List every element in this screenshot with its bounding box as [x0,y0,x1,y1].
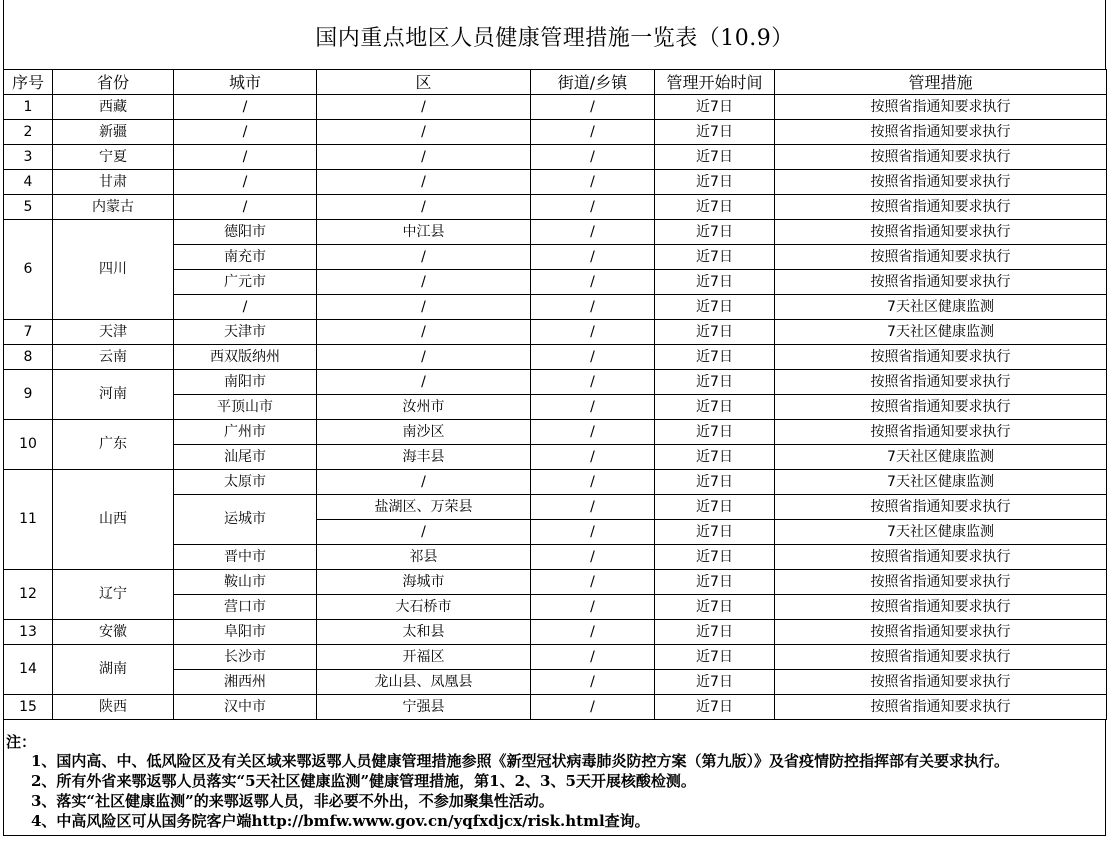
start-time-cell: 近7日 [655,420,775,445]
district-cell: 中江县 [317,220,531,245]
header-province: 省份 [53,70,174,95]
start-time-cell: 近7日 [655,245,775,270]
measure-cell: 按照省指通知要求执行 [775,545,1107,570]
street-cell: / [531,495,655,520]
start-time-cell: 近7日 [655,295,775,320]
measure-cell: 按照省指通知要求执行 [775,570,1107,595]
street-cell: / [531,595,655,620]
city-cell: 晋中市 [174,545,317,570]
district-cell: / [317,195,531,220]
district-cell: / [317,270,531,295]
city-cell: 太原市 [174,470,317,495]
city-cell: 汕尾市 [174,445,317,470]
table-row [4,695,1107,720]
start-time-cell: 近7日 [655,545,775,570]
district-cell: 南沙区 [317,420,531,445]
row-number-cell: 5 [4,195,53,220]
note-item: 4、中高风险区可从国务院客户端http://bmfw.www.gov.cn/yqfxdjcx/risk.html查询。 [31,812,650,830]
street-cell: / [531,295,655,320]
street-cell: / [531,695,655,720]
measure-cell: 按照省指通知要求执行 [775,220,1107,245]
table-row [4,145,1107,170]
measure-cell: 按照省指通知要求执行 [775,270,1107,295]
measure-cell: 按照省指通知要求执行 [775,345,1107,370]
province-cell: 安徽 [53,620,174,645]
row-number-cell: 3 [4,145,53,170]
province-cell: 广东 [53,420,174,470]
district-cell: / [317,170,531,195]
measure-cell: 7天社区健康监测 [775,520,1107,545]
street-cell: / [531,345,655,370]
header-start-time: 管理开始时间 [655,70,775,95]
district-cell: 大石桥市 [317,595,531,620]
district-cell: / [317,370,531,395]
measure-cell: 按照省指通知要求执行 [775,645,1107,670]
city-cell: 运城市 [174,495,317,545]
measure-cell: 按照省指通知要求执行 [775,245,1107,270]
table-row [4,570,1107,595]
note-item: 2、所有外省来鄂返鄂人员落实“5天社区健康监测”健康管理措施，第1、2、3、5天开展核酸检测。 [31,772,696,790]
district-cell: 海丰县 [317,445,531,470]
city-cell: 湘西州 [174,670,317,695]
start-time-cell: 近7日 [655,195,775,220]
row-number-cell: 2 [4,120,53,145]
start-time-cell: 近7日 [655,470,775,495]
table-row [4,220,1107,245]
row-number-cell: 11 [4,470,53,570]
start-time-cell: 近7日 [655,370,775,395]
start-time-cell: 近7日 [655,520,775,545]
street-cell: / [531,120,655,145]
table-row [4,470,1107,495]
street-cell: / [531,270,655,295]
table-row [4,95,1107,120]
measure-cell: 按照省指通知要求执行 [775,370,1107,395]
city-cell: 平顶山市 [174,395,317,420]
start-time-cell: 近7日 [655,445,775,470]
measure-cell: 按照省指通知要求执行 [775,495,1107,520]
street-cell: / [531,195,655,220]
table-row [4,420,1107,445]
table-row [4,345,1107,370]
city-cell: 天津市 [174,320,317,345]
city-cell: 西双版纳州 [174,345,317,370]
measure-cell: 按照省指通知要求执行 [775,95,1107,120]
province-cell: 西藏 [53,95,174,120]
measure-cell: 按照省指通知要求执行 [775,695,1107,720]
measure-cell: 按照省指通知要求执行 [775,145,1107,170]
city-cell: / [174,195,317,220]
province-cell: 新疆 [53,120,174,145]
table-header-row [4,70,1107,95]
street-cell: / [531,520,655,545]
title-area [3,0,1106,69]
start-time-cell: 近7日 [655,95,775,120]
street-cell: / [531,145,655,170]
start-time-cell: 近7日 [655,670,775,695]
start-time-cell: 近7日 [655,145,775,170]
note-item: 1、国内高、中、低风险区及有关区域来鄂返鄂人员健康管理措施参照《新型冠状病毒肺炎防控方案（第九版）》及省疫情防控指挥部有关要求执行。 [31,752,1009,770]
city-cell: 德阳市 [174,220,317,245]
street-cell: / [531,395,655,420]
city-cell: / [174,295,317,320]
row-number-cell: 14 [4,645,53,695]
street-cell: / [531,470,655,495]
district-cell: / [317,95,531,120]
measure-cell: 按照省指通知要求执行 [775,620,1107,645]
district-cell: 宁强县 [317,695,531,720]
district-cell: / [317,320,531,345]
measure-cell: 按照省指通知要求执行 [775,670,1107,695]
province-cell: 内蒙古 [53,195,174,220]
street-cell: / [531,370,655,395]
start-time-cell: 近7日 [655,220,775,245]
city-cell: / [174,120,317,145]
table-row [4,320,1107,345]
table-row [4,120,1107,145]
measure-cell: 按照省指通知要求执行 [775,195,1107,220]
district-cell: 龙山县、凤凰县 [317,670,531,695]
start-time-cell: 近7日 [655,170,775,195]
city-cell: / [174,95,317,120]
measure-cell: 按照省指通知要求执行 [775,170,1107,195]
start-time-cell: 近7日 [655,120,775,145]
header-row-number: 序号 [4,70,53,95]
district-cell: / [317,245,531,270]
measure-cell: 7天社区健康监测 [775,320,1107,345]
district-cell: / [317,470,531,495]
province-cell: 陕西 [53,695,174,720]
start-time-cell: 近7日 [655,570,775,595]
street-cell: / [531,570,655,595]
measure-cell: 7天社区健康监测 [775,470,1107,495]
table-row [4,645,1107,670]
city-cell: 营口市 [174,595,317,620]
street-cell: / [531,95,655,120]
province-cell: 湖南 [53,645,174,695]
city-cell: 鞍山市 [174,570,317,595]
row-number-cell: 4 [4,170,53,195]
city-cell: 汉中市 [174,695,317,720]
header-measure: 管理措施 [775,70,1107,95]
row-number-cell: 6 [4,220,53,320]
measure-cell: 7天社区健康监测 [775,295,1107,320]
district-cell: 海城市 [317,570,531,595]
start-time-cell: 近7日 [655,345,775,370]
start-time-cell: 近7日 [655,320,775,345]
table-row [4,620,1107,645]
district-cell: / [317,120,531,145]
city-cell: / [174,145,317,170]
district-cell: / [317,145,531,170]
province-cell: 宁夏 [53,145,174,170]
row-number-cell: 15 [4,695,53,720]
table-row [4,195,1107,220]
district-cell: 开福区 [317,645,531,670]
start-time-cell: 近7日 [655,645,775,670]
province-cell: 辽宁 [53,570,174,620]
measure-cell: 7天社区健康监测 [775,445,1107,470]
row-number-cell: 7 [4,320,53,345]
province-cell: 山西 [53,470,174,570]
notes-section [3,720,1106,836]
measure-cell: 按照省指通知要求执行 [775,395,1107,420]
table-row [4,370,1107,395]
street-cell: / [531,620,655,645]
street-cell: / [531,545,655,570]
district-cell: / [317,295,531,320]
start-time-cell: 近7日 [655,620,775,645]
city-cell: 南阳市 [174,370,317,395]
row-number-cell: 12 [4,570,53,620]
header-city: 城市 [174,70,317,95]
page-title: 国内重点地区人员健康管理措施一览表（10.9） [315,26,794,51]
district-cell: 盐湖区、万荣县 [317,495,531,520]
header-street: 街道/乡镇 [531,70,655,95]
measure-cell: 按照省指通知要求执行 [775,120,1107,145]
row-number-cell: 10 [4,420,53,470]
street-cell: / [531,220,655,245]
start-time-cell: 近7日 [655,695,775,720]
sheet [3,0,1106,836]
district-cell: / [317,520,531,545]
district-cell: / [317,345,531,370]
district-cell: 祁县 [317,545,531,570]
province-cell: 四川 [53,220,174,320]
notes-label: 注： [6,733,37,751]
start-time-cell: 近7日 [655,595,775,620]
street-cell: / [531,445,655,470]
row-number-cell: 1 [4,95,53,120]
street-cell: / [531,170,655,195]
street-cell: / [531,320,655,345]
province-cell: 云南 [53,345,174,370]
note-item: 3、落实“社区健康监测”的来鄂返鄂人员，非必要不外出，不参加聚集性活动。 [31,792,554,810]
measure-cell: 按照省指通知要求执行 [775,420,1107,445]
city-cell: 南充市 [174,245,317,270]
data-table [3,69,1107,720]
district-cell: 太和县 [317,620,531,645]
city-cell: 广州市 [174,420,317,445]
start-time-cell: 近7日 [655,270,775,295]
start-time-cell: 近7日 [655,495,775,520]
header-district: 区 [317,70,531,95]
city-cell: / [174,170,317,195]
province-cell: 甘肃 [53,170,174,195]
street-cell: / [531,245,655,270]
province-cell: 河南 [53,370,174,420]
province-cell: 天津 [53,320,174,345]
street-cell: / [531,670,655,695]
table-body [4,95,1107,720]
city-cell: 广元市 [174,270,317,295]
district-cell: 汝州市 [317,395,531,420]
measure-cell: 按照省指通知要求执行 [775,595,1107,620]
row-number-cell: 9 [4,370,53,420]
table-row [4,170,1107,195]
street-cell: / [531,420,655,445]
start-time-cell: 近7日 [655,395,775,420]
street-cell: / [531,645,655,670]
row-number-cell: 13 [4,620,53,645]
city-cell: 长沙市 [174,645,317,670]
city-cell: 阜阳市 [174,620,317,645]
row-number-cell: 8 [4,345,53,370]
